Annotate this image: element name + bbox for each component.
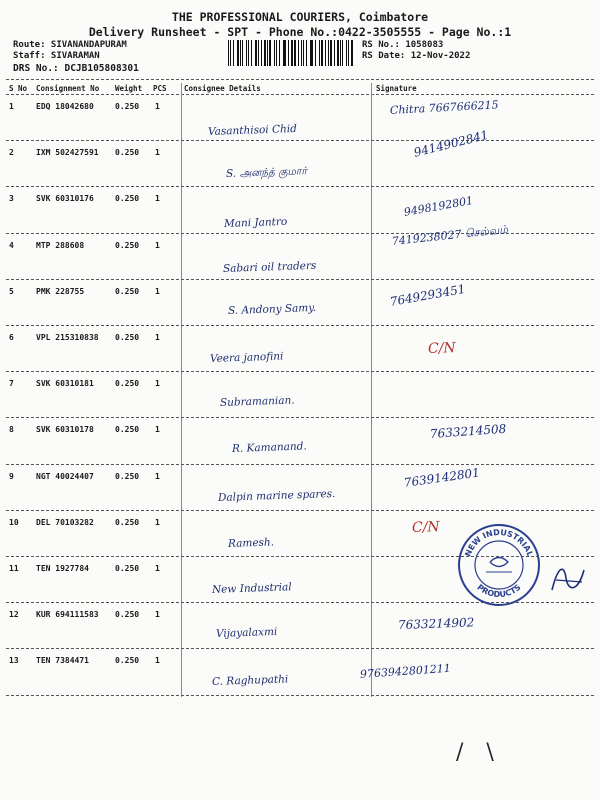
drs-number: DRS No.: DCJB105808301 (13, 63, 139, 74)
row-consignment-no: SVK 60310181 (36, 379, 94, 389)
barcode-bar (328, 40, 329, 66)
row-sno: 1 (9, 102, 14, 111)
row-pcs: 1 (155, 379, 160, 389)
row-signature: 7633214508 (429, 422, 507, 442)
row-sno: 12 (9, 610, 19, 620)
barcode-bar (228, 40, 229, 66)
row-separator (6, 279, 594, 280)
col-pcs-header: PCS (153, 84, 167, 93)
row-separator (6, 464, 594, 465)
row-pcs: 1 (155, 102, 160, 111)
row-signature: 7419238027 செல்வம் (391, 222, 509, 248)
barcode-bar (269, 40, 271, 66)
row-pcs: 1 (155, 656, 160, 666)
company-stamp-icon (456, 522, 542, 608)
row-separator (6, 417, 594, 418)
barcode-bar (298, 40, 299, 66)
row-weight: 0.250 (115, 610, 140, 620)
row-sno: 8 (9, 425, 14, 435)
row-pcs: 1 (155, 471, 160, 481)
row-weight: 0.250 (115, 656, 140, 666)
barcode-bar (342, 40, 343, 66)
company-title: THE PROFESSIONAL COURIERS, Coimbatore (171, 10, 429, 24)
barcode-bar (325, 40, 326, 66)
row-sno: 9 (9, 471, 14, 481)
row-sno: 6 (9, 333, 14, 342)
row-pcs: 1 (155, 564, 160, 573)
barcode-bar (251, 40, 252, 66)
row-sno: 5 (9, 286, 14, 296)
row-consignee: R. Kamanand. (231, 440, 307, 456)
row-consignee: S. Andony Samy. (227, 301, 317, 317)
row-sno: 10 (9, 517, 19, 527)
barcode-bar (348, 40, 349, 66)
barcode-bar (291, 40, 293, 66)
barcode-bar (248, 40, 249, 66)
row-sno: 4 (9, 240, 14, 250)
col-signature-header: Signature (376, 84, 417, 93)
barcode-bar (301, 40, 302, 66)
barcode-bar (284, 40, 285, 66)
header-top-rule (6, 79, 594, 80)
row-consignment-no: NGT 40024407 (36, 471, 94, 481)
barcode-bar (311, 40, 313, 66)
barcode-bar (237, 40, 239, 66)
row-separator (6, 648, 594, 649)
svg-text:NEW INDUSTRIAL (463, 528, 534, 558)
row-signature: 7649293451 (388, 281, 467, 309)
row-consignee: C. Raghupathi (211, 673, 289, 689)
row-weight: 0.250 (115, 379, 140, 389)
barcode-bar (276, 40, 277, 66)
row-consignment-no: TEN 1927784 (36, 564, 89, 573)
row-sno: 2 (9, 148, 14, 158)
barcode-bar (274, 40, 275, 66)
row-consignee: S. அனந்த் குமார் (225, 165, 308, 181)
rs-number: RS No.: 1058083 (362, 40, 444, 50)
row-signature: 9414902841 (412, 127, 490, 160)
barcode-bar (230, 40, 231, 66)
row-weight: 0.250 (115, 148, 140, 158)
footer-mark: / \ (456, 740, 502, 765)
row-signature: 9498192801 (402, 194, 475, 220)
barcode-bar (258, 40, 259, 66)
row-weight: 0.250 (115, 286, 140, 296)
row-sno: 3 (9, 194, 14, 204)
row-weight: 0.250 (115, 194, 140, 204)
column-divider (181, 83, 182, 697)
barcode-bar (319, 40, 320, 66)
row-consignment-no: SVK 60310176 (36, 194, 94, 204)
rs-date: RS Date: 12-Nov-2022 (362, 51, 471, 61)
row-signature: 7633214902 (397, 615, 475, 633)
row-consignment-no: TEN 7384471 (36, 656, 89, 666)
barcode-bar (288, 40, 289, 66)
row-pcs: 1 (155, 148, 160, 158)
row-consignment-no: VPL 215310838 (36, 333, 99, 342)
row-pcs: 1 (155, 194, 160, 204)
row-consignee: Ramesh. (227, 536, 275, 550)
barcode-bar (279, 40, 280, 66)
barcode-bar (283, 40, 284, 66)
barcode-bar (233, 40, 234, 66)
row-pcs: 1 (155, 333, 160, 342)
row-consignee: Mani Jantro (223, 216, 288, 231)
row-separator (6, 510, 594, 511)
barcode-bar (334, 40, 335, 66)
col-weight-header: Weight (115, 84, 143, 93)
row-consignment-no: SVK 60310178 (36, 425, 94, 435)
header-bottom-rule (6, 94, 594, 95)
stamp-bottom-text: PRODUCTS (475, 582, 523, 600)
row-consignee: Sabari oil traders (222, 259, 317, 275)
row-consignee: Vasanthisoi Chid (207, 122, 298, 138)
route-label: Route: SIVANANDAPURAM (13, 40, 127, 50)
row-signature: 9763942801211 (359, 662, 452, 682)
row-consignment-no: PMK 228755 (36, 286, 85, 296)
row-consignment-no: MTP 288608 (36, 240, 85, 250)
staff-label: Staff: SIVARAMAN (13, 51, 100, 61)
barcode-bar (267, 40, 268, 66)
barcode-bar (242, 40, 243, 66)
row-signature: 7639142801 (403, 465, 481, 490)
row-weight: 0.250 (115, 517, 140, 527)
row-weight: 0.250 (115, 240, 140, 250)
row-weight: 0.250 (115, 564, 140, 573)
row-consignee: Dalpin marine spares. (217, 487, 336, 504)
row-consignee: Subramanian. (219, 394, 295, 410)
runsheet-subtitle: Delivery Runsheet - SPT - Phone No.:0422-3505555 - Page No.:1 (88, 25, 512, 39)
row-separator (6, 186, 594, 187)
row-weight: 0.250 (115, 102, 140, 111)
row-pcs: 1 (155, 610, 160, 620)
row-consignee: New Industrial (211, 581, 292, 596)
barcode-bar (261, 40, 262, 66)
barcode-bar (310, 40, 311, 66)
barcode-bar (294, 40, 295, 66)
row-sno: 13 (9, 656, 19, 666)
row-consignment-no: EDQ 18042680 (36, 102, 94, 111)
row-signature: C/N (411, 518, 440, 536)
row-consignment-no: DEL 70103282 (36, 517, 94, 527)
row-separator (6, 371, 594, 372)
row-sno: 7 (9, 379, 14, 389)
row-pcs: 1 (155, 240, 160, 250)
row-weight: 0.250 (115, 333, 140, 342)
barcode-bar (337, 40, 338, 66)
row-consignment-no: KUR 694111583 (36, 610, 99, 620)
column-divider (371, 83, 372, 697)
barcode-bar (255, 40, 257, 66)
barcode-bar (351, 40, 353, 66)
barcode-bar (303, 40, 304, 66)
row-pcs: 1 (155, 517, 160, 527)
row-signature: C/N (427, 340, 456, 357)
row-weight: 0.250 (115, 471, 140, 481)
svg-text:PRODUCTS (475, 583, 522, 600)
row-consignee: Veera janofini (209, 350, 284, 365)
row-pcs: 1 (155, 425, 160, 435)
barcode (228, 40, 356, 66)
row-signature: Chitra 7667666215 (389, 98, 499, 117)
col-sno-header: S No (9, 84, 28, 93)
barcode-bar (246, 40, 247, 66)
row-consignment-no: IXM 502427591 (36, 148, 99, 158)
row-separator (6, 695, 594, 696)
scribble-icon (548, 560, 588, 596)
barcode-bar (264, 40, 265, 66)
row-consignee: Vijayalaxmi (215, 626, 278, 641)
barcode-bar (240, 40, 241, 66)
row-sno: 11 (9, 564, 19, 573)
barcode-bar (321, 40, 322, 66)
barcode-bar (340, 40, 341, 66)
col-consignment-header: Consignment No (36, 84, 100, 93)
barcode-bar (330, 40, 332, 66)
barcode-bar (306, 40, 307, 66)
col-consignee-header: Consignee Details (184, 84, 261, 93)
row-separator (6, 325, 594, 326)
barcode-bar (346, 40, 347, 66)
barcode-bar (315, 40, 316, 66)
row-pcs: 1 (155, 286, 160, 296)
row-weight: 0.250 (115, 425, 140, 435)
stamp-top-text: NEW INDUSTRIAL (463, 527, 535, 558)
row-separator (6, 140, 594, 141)
